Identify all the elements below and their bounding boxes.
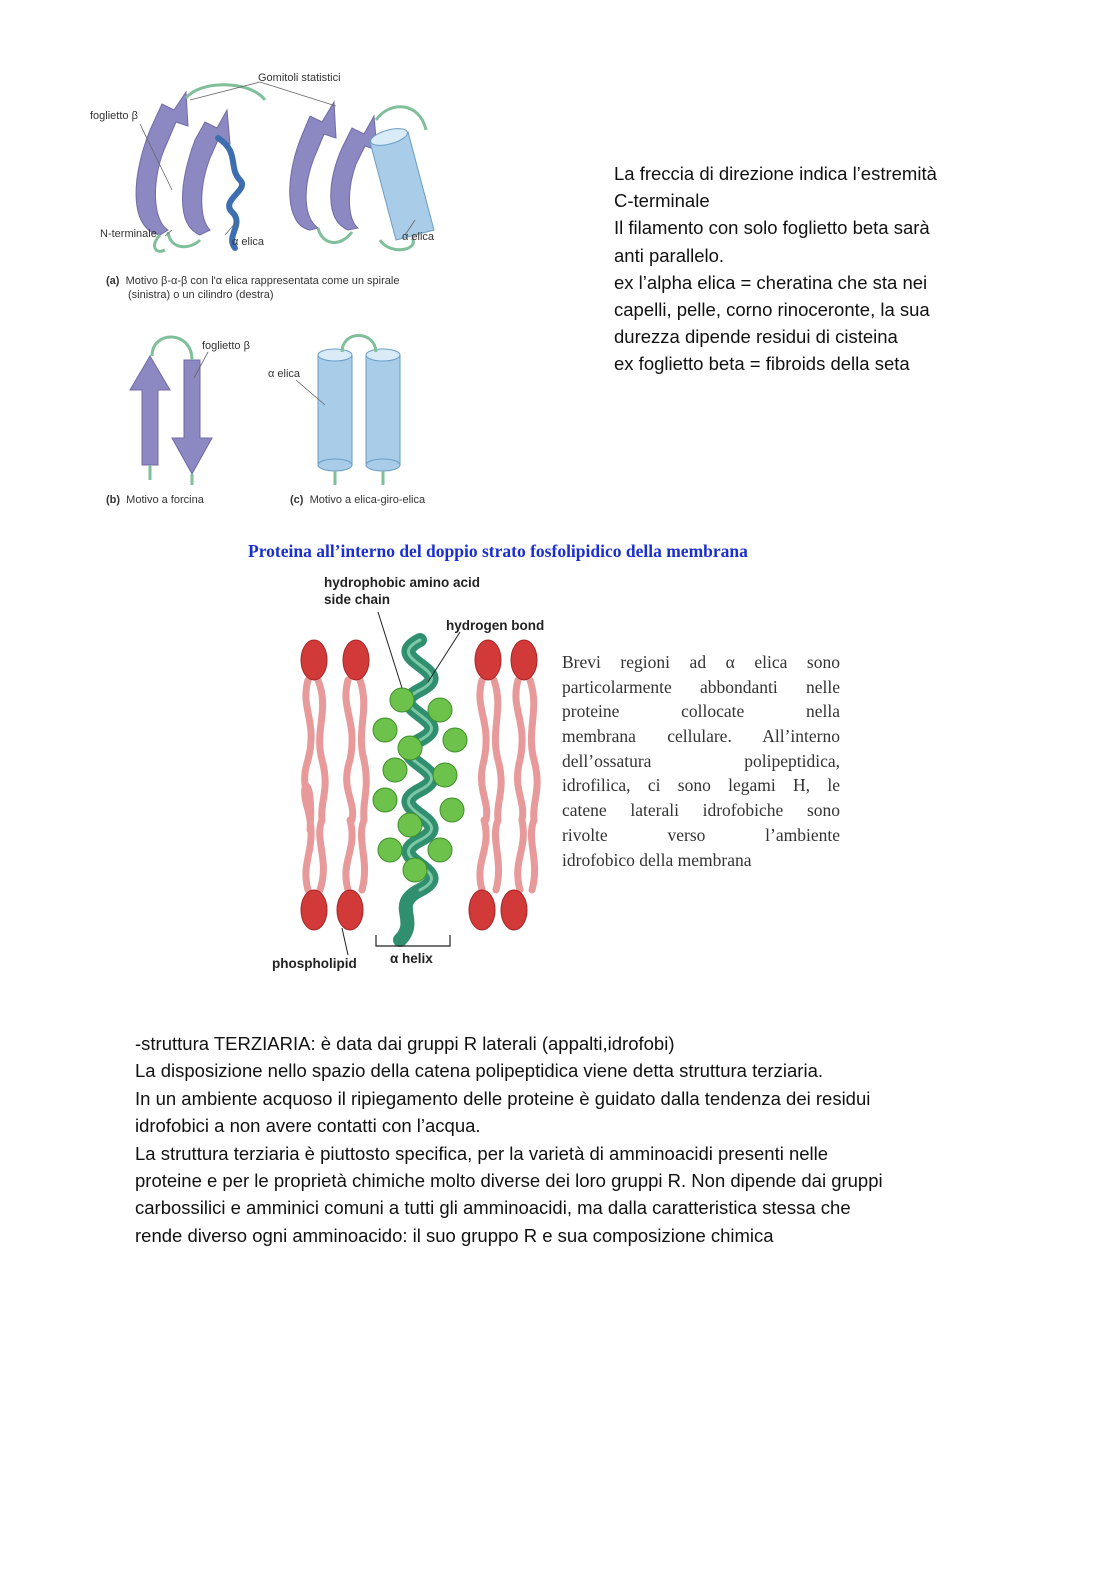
side-notes (614, 160, 1014, 378)
body-text (135, 1030, 1005, 1249)
beta-alpha-beta-spiral (136, 85, 265, 252)
label-phospholipid: phospholipid (272, 956, 357, 971)
membrane-description-line: proteine collocate nella (562, 701, 840, 722)
label-alpha-helix-right: α elica (402, 231, 435, 243)
membrane-description-line: idrofobico della membrana (562, 849, 752, 870)
caption-b (106, 494, 204, 506)
side-note-line: La freccia di direzione indica l’estremità (614, 163, 937, 184)
caption-a-line1: Motivo β-α-β con l'α elica rappresentata come un spirale (125, 275, 400, 287)
membrane-description (562, 650, 840, 872)
label-side-chain (324, 574, 480, 608)
caption-a-tag: (a) (106, 275, 120, 287)
caption-a-line2: (sinistra) o un cilindro (destra) (128, 289, 274, 301)
body-text-line: In un ambiente acquoso il ripiegamento delle proteine è guidato dalla tendenza dei residui (135, 1087, 871, 1109)
membrane-description-line: rivolte verso l’ambiente (562, 824, 840, 845)
side-note-line: ex foglietto beta = fibroids della seta (614, 353, 910, 375)
body-text-line: idrofobici a non avere contatti con l’acqua. (135, 1115, 481, 1137)
motifs-figure (90, 60, 490, 520)
side-note-line: Il filamento con solo foglietto beta sarà (614, 217, 930, 239)
body-text-line: La struttura terziaria è piuttosto specifica, per la varietà di amminoacidi presenti nelle (135, 1142, 829, 1164)
membrane-description-line: Brevi regioni ad α elica sono (562, 652, 840, 672)
side-note-line: ex l’alpha elica = cheratina che sta nei (614, 271, 928, 293)
label-beta-sheet-a: foglietto β (90, 110, 138, 122)
alpha-helix-ribbon (400, 640, 432, 940)
membrane-description-line: dell’ossatura polipeptidica, (562, 750, 840, 771)
label-beta-sheet-b: foglietto β (202, 340, 250, 352)
label-n-terminal: N-terminale (100, 228, 157, 240)
body-text-line: carbossilici e amminici comuni a tutti gli amminoacidi, ma dalla caratteristica stessa che (135, 1197, 851, 1219)
side-note-line: capelli, pelle, corno rinoceronte, la sua (614, 299, 930, 321)
body-text-line: rende diverso ogni amminoacido: il suo gruppo R e sua composizione chimica (135, 1224, 774, 1246)
beta-alpha-beta-cylinder (290, 102, 434, 250)
body-text-line: -struttura TERZIARIA: è data dai gruppi R laterali (appalti,idrofobi) (135, 1033, 675, 1054)
caption-b-text: Motivo a forcina (126, 494, 204, 506)
membrane-description-line: particolarmente abbondanti nelle (562, 676, 840, 697)
caption-a (106, 274, 486, 302)
membrane-figure (270, 570, 560, 980)
hairpin-motif (130, 337, 212, 485)
helix-turn-helix-motif (296, 336, 400, 486)
caption-c-text: Motivo a elica-giro-elica (309, 494, 426, 506)
body-text-line: proteine e per le proprietà chimiche molto diverse dei loro gruppi R. Non dipende dai gruppi (135, 1170, 883, 1192)
label-side-chain-line2: side chain (324, 592, 391, 607)
label-side-chain-line1: hydrophobic amino acid (324, 575, 481, 590)
caption-c (290, 494, 425, 506)
side-note-line: anti parallelo. (614, 244, 725, 266)
body-text-line: La disposizione nello spazio della catena polipeptidica viene detta struttura terziaria. (135, 1060, 824, 1082)
side-note-line: durezza dipende residui di cisteina (614, 326, 898, 348)
membrane-description-line: membrana cellulare. All’interno (562, 726, 840, 747)
membrane-figure-title: Proteina all’interno del doppio strato fosfolipidico della membrana (248, 541, 748, 561)
membrane-description-line: catene laterali idrofobiche sono (562, 800, 840, 821)
label-alpha-helix-left: α elica (232, 236, 265, 248)
caption-b-tag: (b) (106, 494, 121, 506)
side-note-line: C-terminale (614, 190, 710, 212)
label-alpha-helix-c: α elica (268, 368, 301, 380)
label-alpha-helix: α helix (390, 951, 433, 966)
caption-c-tag: (c) (290, 494, 304, 506)
membrane-description-line: idrofilica, ci sono legami H, le (562, 775, 840, 796)
label-random-coils: Gomitoli statistici (258, 72, 341, 84)
label-hydrogen-bond: hydrogen bond (446, 618, 545, 633)
